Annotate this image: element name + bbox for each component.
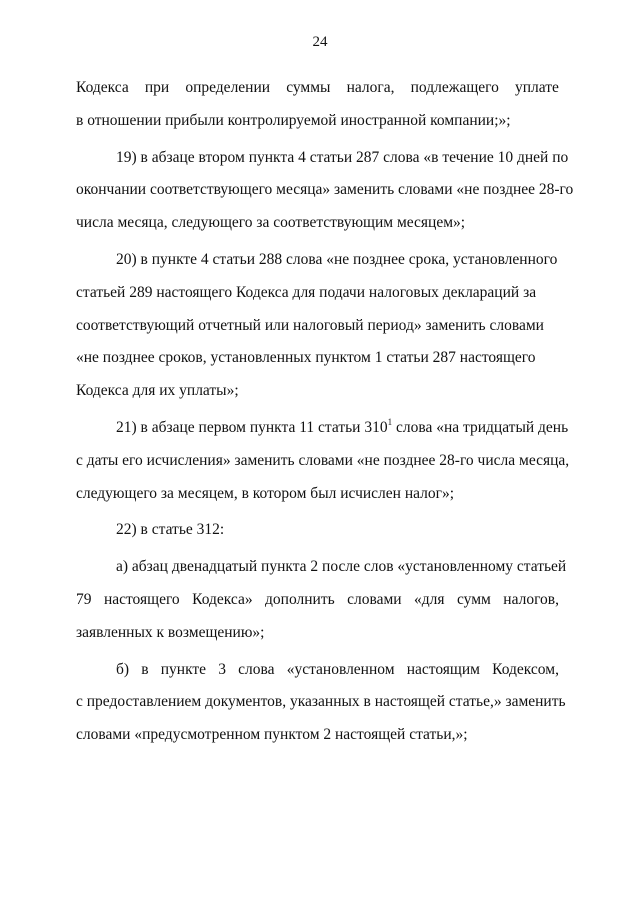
- word: налога,: [346, 79, 395, 96]
- item-19-line-2: окончании соответствующего месяца» заменить словами «не позднее 28-го: [76, 181, 574, 199]
- item-22b-line-1: [76, 654, 559, 687]
- word: подлежащего: [410, 79, 499, 96]
- word: при: [144, 79, 170, 96]
- item-22b-line-2: с предоставлением документов, указанных в настоящей статье,» заменить: [76, 693, 566, 711]
- page-number: 24: [312, 34, 328, 50]
- superscript: 1: [387, 416, 393, 427]
- item-22a-line-2: [76, 584, 559, 617]
- item-21-text-b: слова «на тридцатый день: [392, 418, 569, 436]
- word: в: [141, 660, 149, 678]
- word: 79: [76, 590, 92, 608]
- word: дополнить: [265, 590, 335, 608]
- text-line-2: в отношении прибыли контролируемой иностранной компании;»;: [76, 111, 511, 129]
- item-22b-line-3: словами «предусмотренном пунктом 2 настоящей статьи,»;: [76, 726, 468, 744]
- item-20-line-1: 20) в пункте 4 статьи 288 слова «не позднее срока, установленного: [116, 250, 558, 268]
- item-19-line-1: 19) в абзаце втором пункта 4 статьи 287 слова «в течение 10 дней по: [116, 148, 569, 166]
- item-19-line-3: числа месяца, следующего за соответствующим месяцем»;: [76, 214, 466, 232]
- word: настоящим: [406, 660, 480, 678]
- document-body: [76, 72, 574, 752]
- item-20-line-2: статьей 289 настоящего Кодекса для подачи налоговых деклараций за: [76, 283, 537, 301]
- word: определении: [185, 79, 271, 96]
- item-20-line-5: Кодекса для их уплаты»;: [76, 382, 239, 400]
- item-22a-line-1: а) абзац двенадцатый пункта 2 после слов «установленному статьей: [116, 558, 567, 576]
- word: пункте: [160, 660, 207, 678]
- word: слова: [238, 660, 275, 678]
- word: сумм: [457, 590, 491, 608]
- word: Кодекса»: [192, 590, 253, 608]
- item-20-line-3: соответствующий отчетный или налоговый период» заменить словами: [76, 316, 544, 334]
- word: «установленном: [286, 660, 395, 678]
- item-21-line-2: с даты его исчисления» заменить словами «не позднее 28-го числа месяца,: [76, 451, 570, 469]
- word: Кодекса: [76, 79, 129, 96]
- item-20-line-4: «не позднее сроков, установленных пунктом 1 статьи 287 настоящего: [76, 349, 536, 367]
- word: «для: [414, 590, 445, 608]
- word: суммы: [286, 79, 331, 96]
- item-22a-line-3: заявленных к возмещению»;: [76, 623, 265, 641]
- text-line-1: [76, 72, 559, 105]
- word: настоящего: [103, 590, 180, 608]
- item-21-line-1: [76, 412, 569, 445]
- word: б): [116, 660, 130, 678]
- word: налогов,: [503, 590, 559, 608]
- item-22-heading: 22) в статье 312:: [116, 521, 225, 539]
- item-21-line-3: следующего за месяцем, в котором был исчислен налог»;: [76, 484, 455, 502]
- item-21-text-a: 21) в абзаце первом пункта 11 статьи 310: [116, 418, 388, 436]
- word: словами: [347, 590, 402, 608]
- word: уплате: [515, 79, 559, 96]
- word: Кодексом,: [492, 660, 559, 678]
- word: 3: [218, 660, 226, 678]
